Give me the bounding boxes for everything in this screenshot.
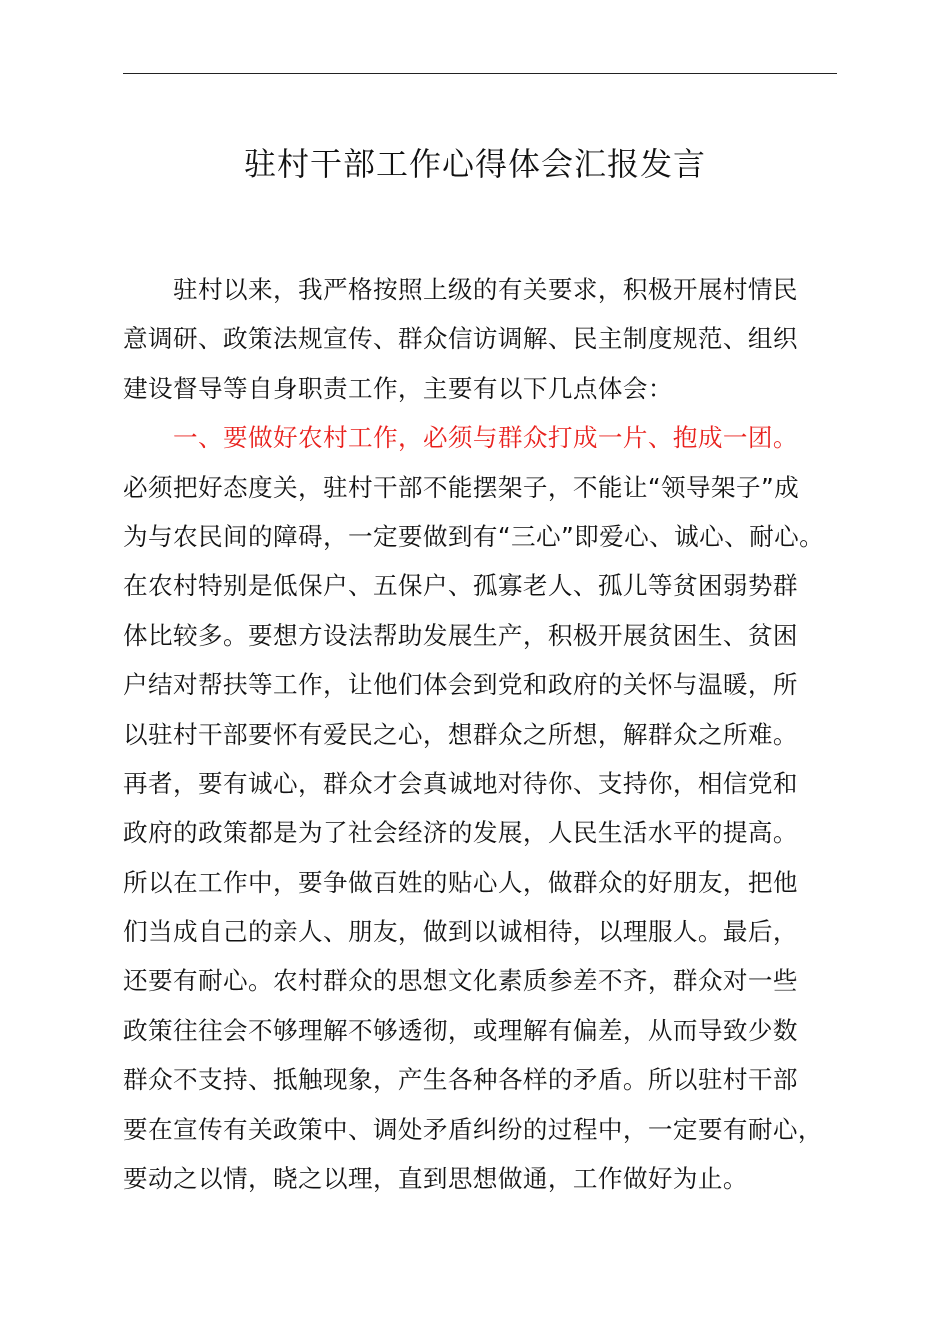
document-title: 驻村干部工作心得体会汇报发言 — [243, 145, 706, 183]
header-rule — [123, 73, 837, 74]
text-line: 要动之以情，晓之以理，直到思想做通，工作做好为止。 — [123, 1164, 748, 1194]
text-line: 所以在工作中，要争做百姓的贴心人，做群众的好朋友，把他 — [123, 867, 798, 897]
text-line: 在农村特别是低保户、五保户、孤寡老人、孤儿等贫困弱势群 — [123, 571, 798, 601]
text-line: 驻村以来，我严格按照上级的有关要求，积极开展村情民 — [173, 275, 798, 304]
text-line: 群众不支持、抵触现象，产生各种各样的矛盾。所以驻村干部 — [123, 1065, 798, 1095]
intro-paragraph — [123, 265, 841, 413]
text-line: 为与农民间的障碍，一定要做到有“三心”即爱心、诚心、耐心。 — [123, 521, 825, 551]
text-line: 建设督导等自身职责工作，主要有以下几点体会： — [123, 373, 673, 403]
text-line: 们当成自己的亲人、朋友，做到以诚相待，以理服人。最后， — [123, 917, 798, 947]
text-line: 以驻村干部要怀有爱民之心，想群众之所想，解群众之所难。 — [123, 719, 798, 749]
text-line: 户结对帮扶等工作，让他们体会到党和政府的关怀与温暖，所 — [123, 670, 798, 700]
text-line: 还要有耐心。农村群众的思想文化素质参差不齐，群众对一些 — [123, 966, 798, 996]
text-line: 体比较多。要想方设法帮助发展生产，积极开展贫困生、贫困 — [123, 620, 798, 650]
text-line: 要在宣传有关政策中、调处矛盾纠纷的过程中，一定要有耐心， — [123, 1114, 823, 1144]
text-line: 必须把好态度关，驻村干部不能摆架子，不能让“领导架子”成 — [123, 472, 800, 502]
text-line: 再者，要有诚心，群众才会真诚地对待你、支持你，相信党和 — [123, 768, 798, 798]
text-line: 政策往往会不够理解不够透彻，或理解有偏差，从而导致少数 — [123, 1015, 798, 1045]
section-1-paragraph — [123, 413, 841, 1203]
text-line: 政府的政策都是为了社会经济的发展，人民生活水平的提高。 — [123, 818, 798, 848]
text-line: 意调研、政策法规宣传、群众信访调解、民主制度规范、组织 — [123, 324, 798, 354]
section-1-heading: 一、要做好农村工作，必须与群众打成一片、抱成一团。 — [173, 423, 798, 453]
document-body — [123, 265, 841, 1203]
